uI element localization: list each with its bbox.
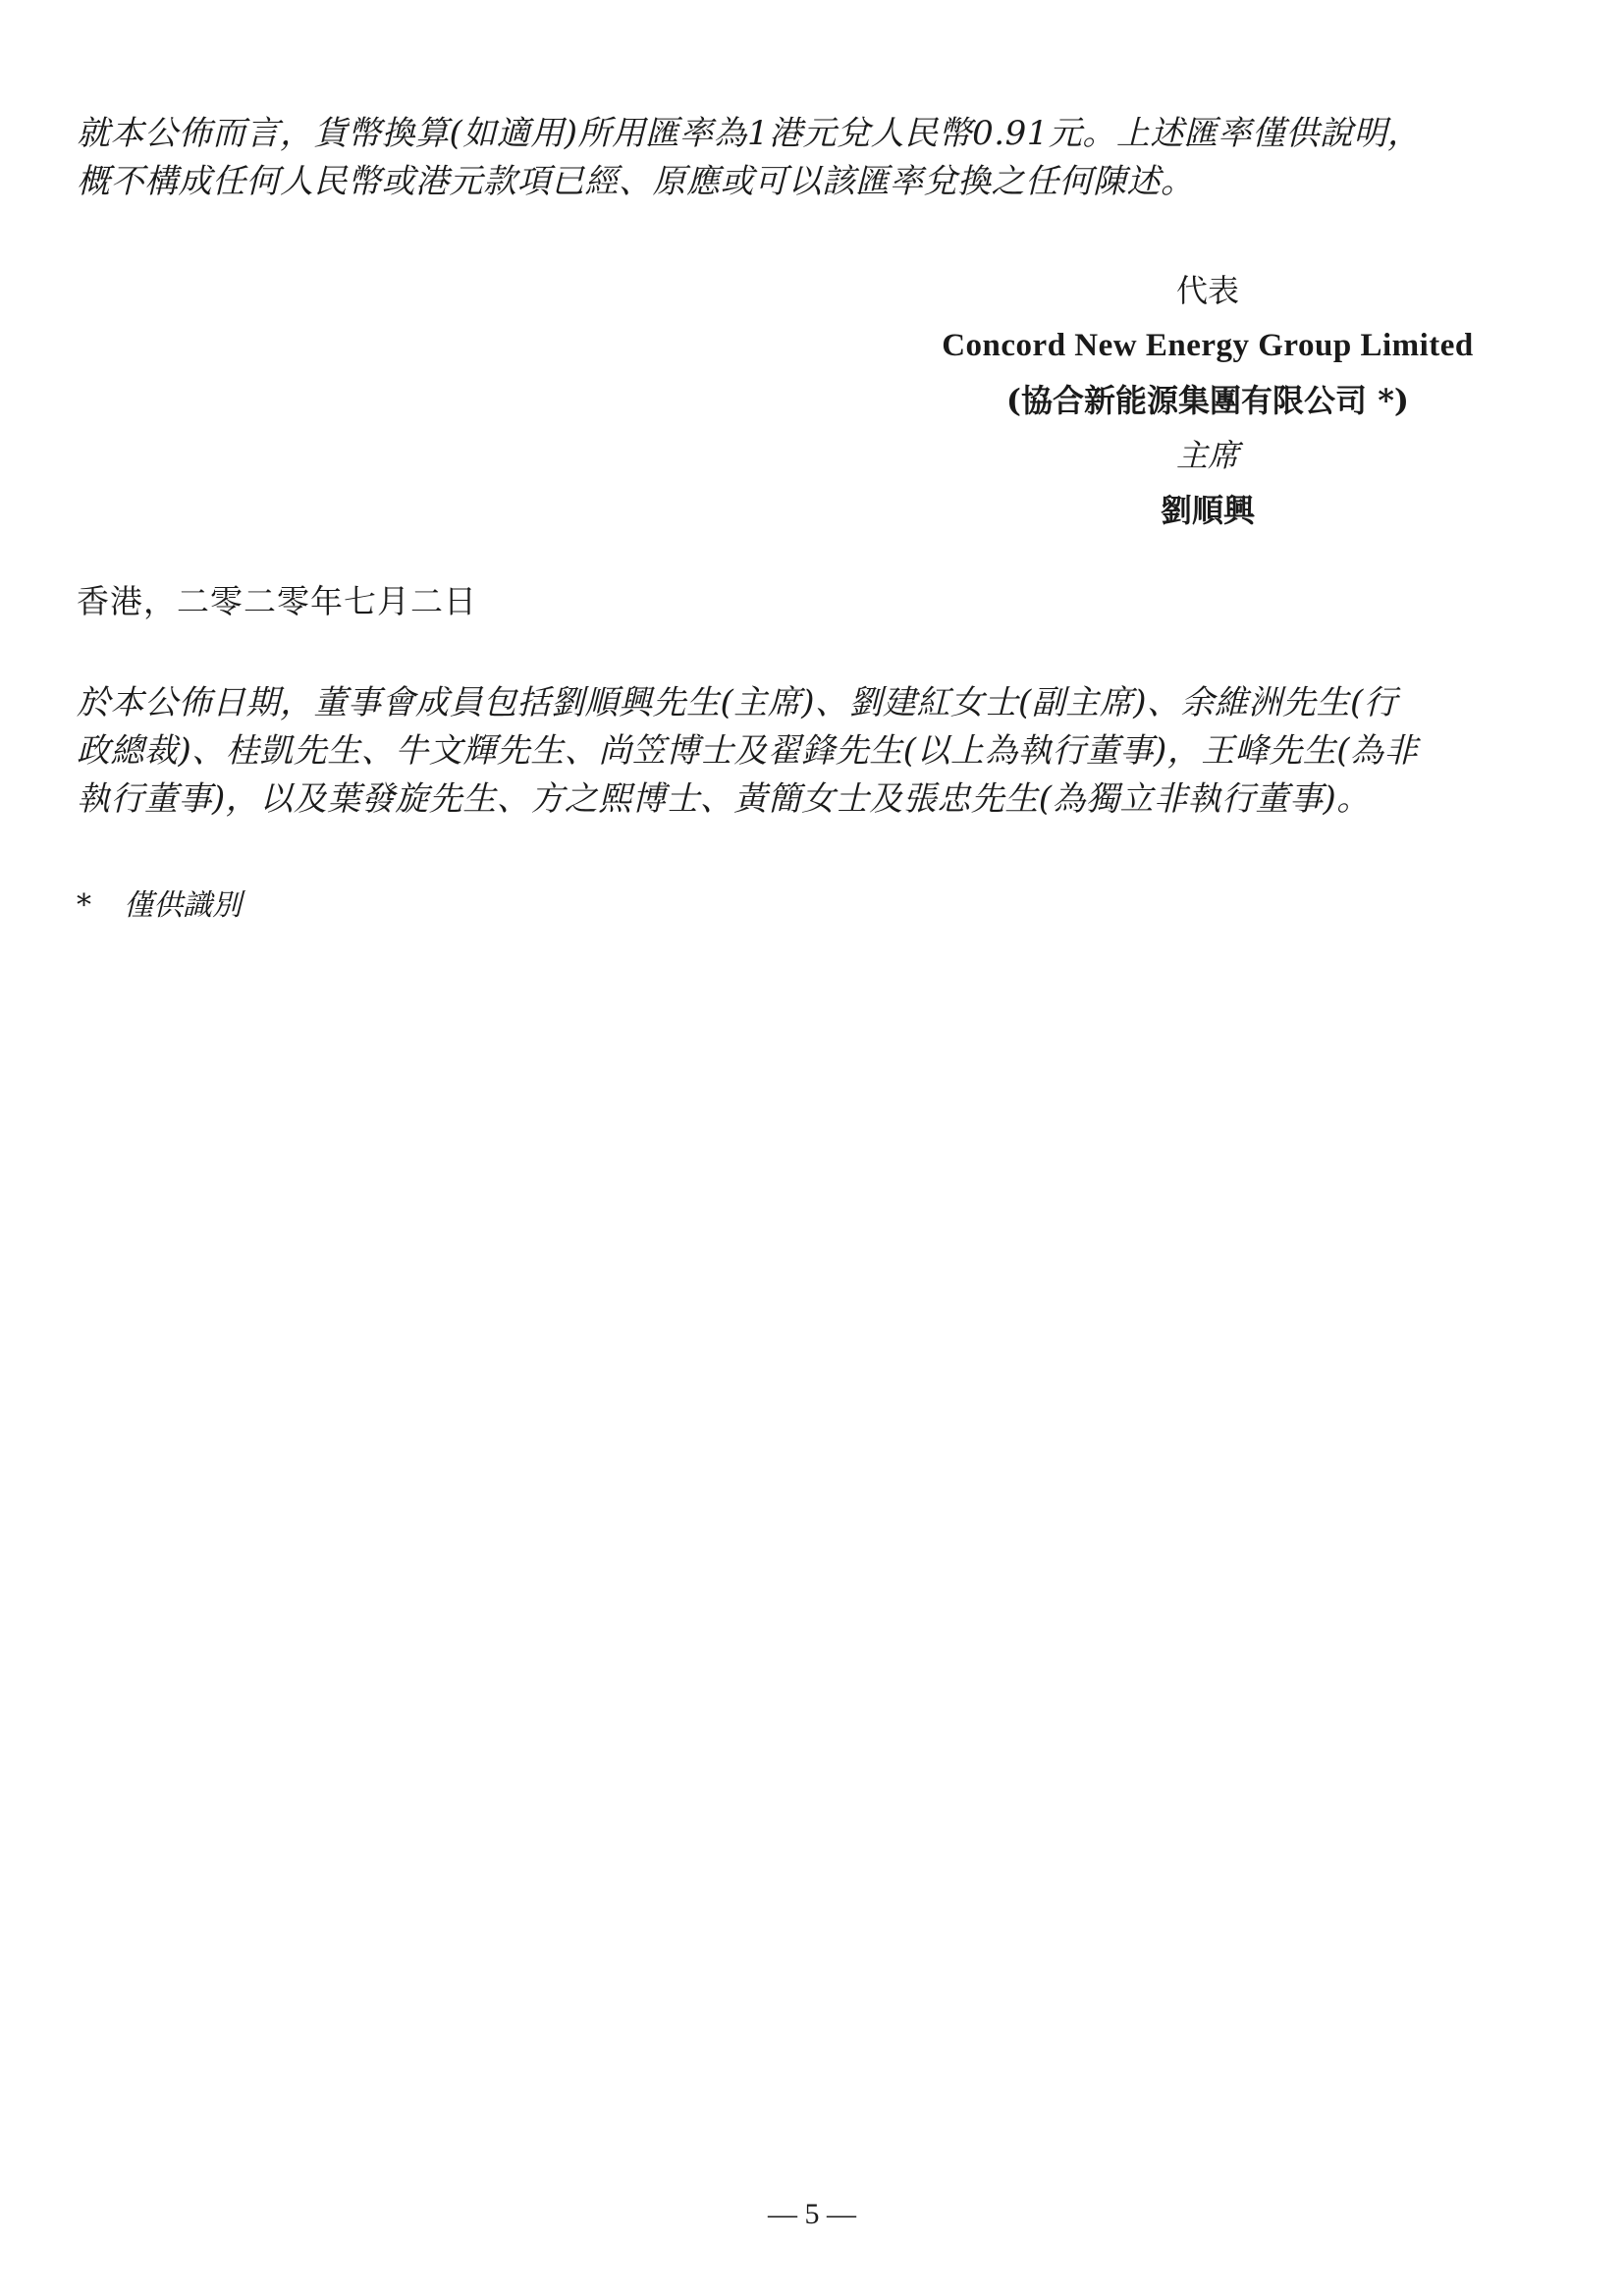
- footnote-text: 僅供識別: [124, 888, 242, 923]
- board-note-line: 執行董事)，以及葉發旋先生、方之熙博士、黃簡女士及張忠先生(為獨立非執行董事)。: [77, 779, 1371, 819]
- place-and-date: 香港，二零二零年七月二日: [77, 582, 477, 620]
- signatory-name: 劉順興: [1160, 492, 1255, 529]
- company-name-english: Concord New Energy Group Limited: [942, 328, 1474, 363]
- signature-block: [864, 263, 1551, 538]
- signatory-title: 主席: [1175, 437, 1239, 474]
- footnote: [77, 883, 242, 929]
- on-behalf-label: 代表: [1175, 272, 1239, 309]
- board-note-line: 政總裁)、桂凱先生、牛文輝先生、尚笠博士及翟鋒先生(以上為執行董事)，王峰先生(為非: [77, 731, 1419, 771]
- exchange-note-line: 就本公佈而言，貨幣換算(如適用)所用匯率為1港元兌人民幣0.91元。上述匯率僅供說明，: [77, 114, 1422, 153]
- exchange-note-line: 概不構成任何人民幣或港元款項已經、原應或可以該匯率兌換之任何陳述。: [77, 162, 1195, 201]
- page-number: — 5 —: [768, 2198, 856, 2230]
- footnote-asterisk: *: [77, 888, 91, 923]
- company-name-chinese: (協合新能源集團有限公司 *): [1005, 382, 1410, 419]
- board-note-line: 於本公佈日期，董事會成員包括劉順興先生(主席)、劉建紅女士(副主席)、余維洲先生(行: [77, 683, 1398, 722]
- exchange-rate-note: [77, 110, 1559, 206]
- board-composition-note: [77, 679, 1559, 824]
